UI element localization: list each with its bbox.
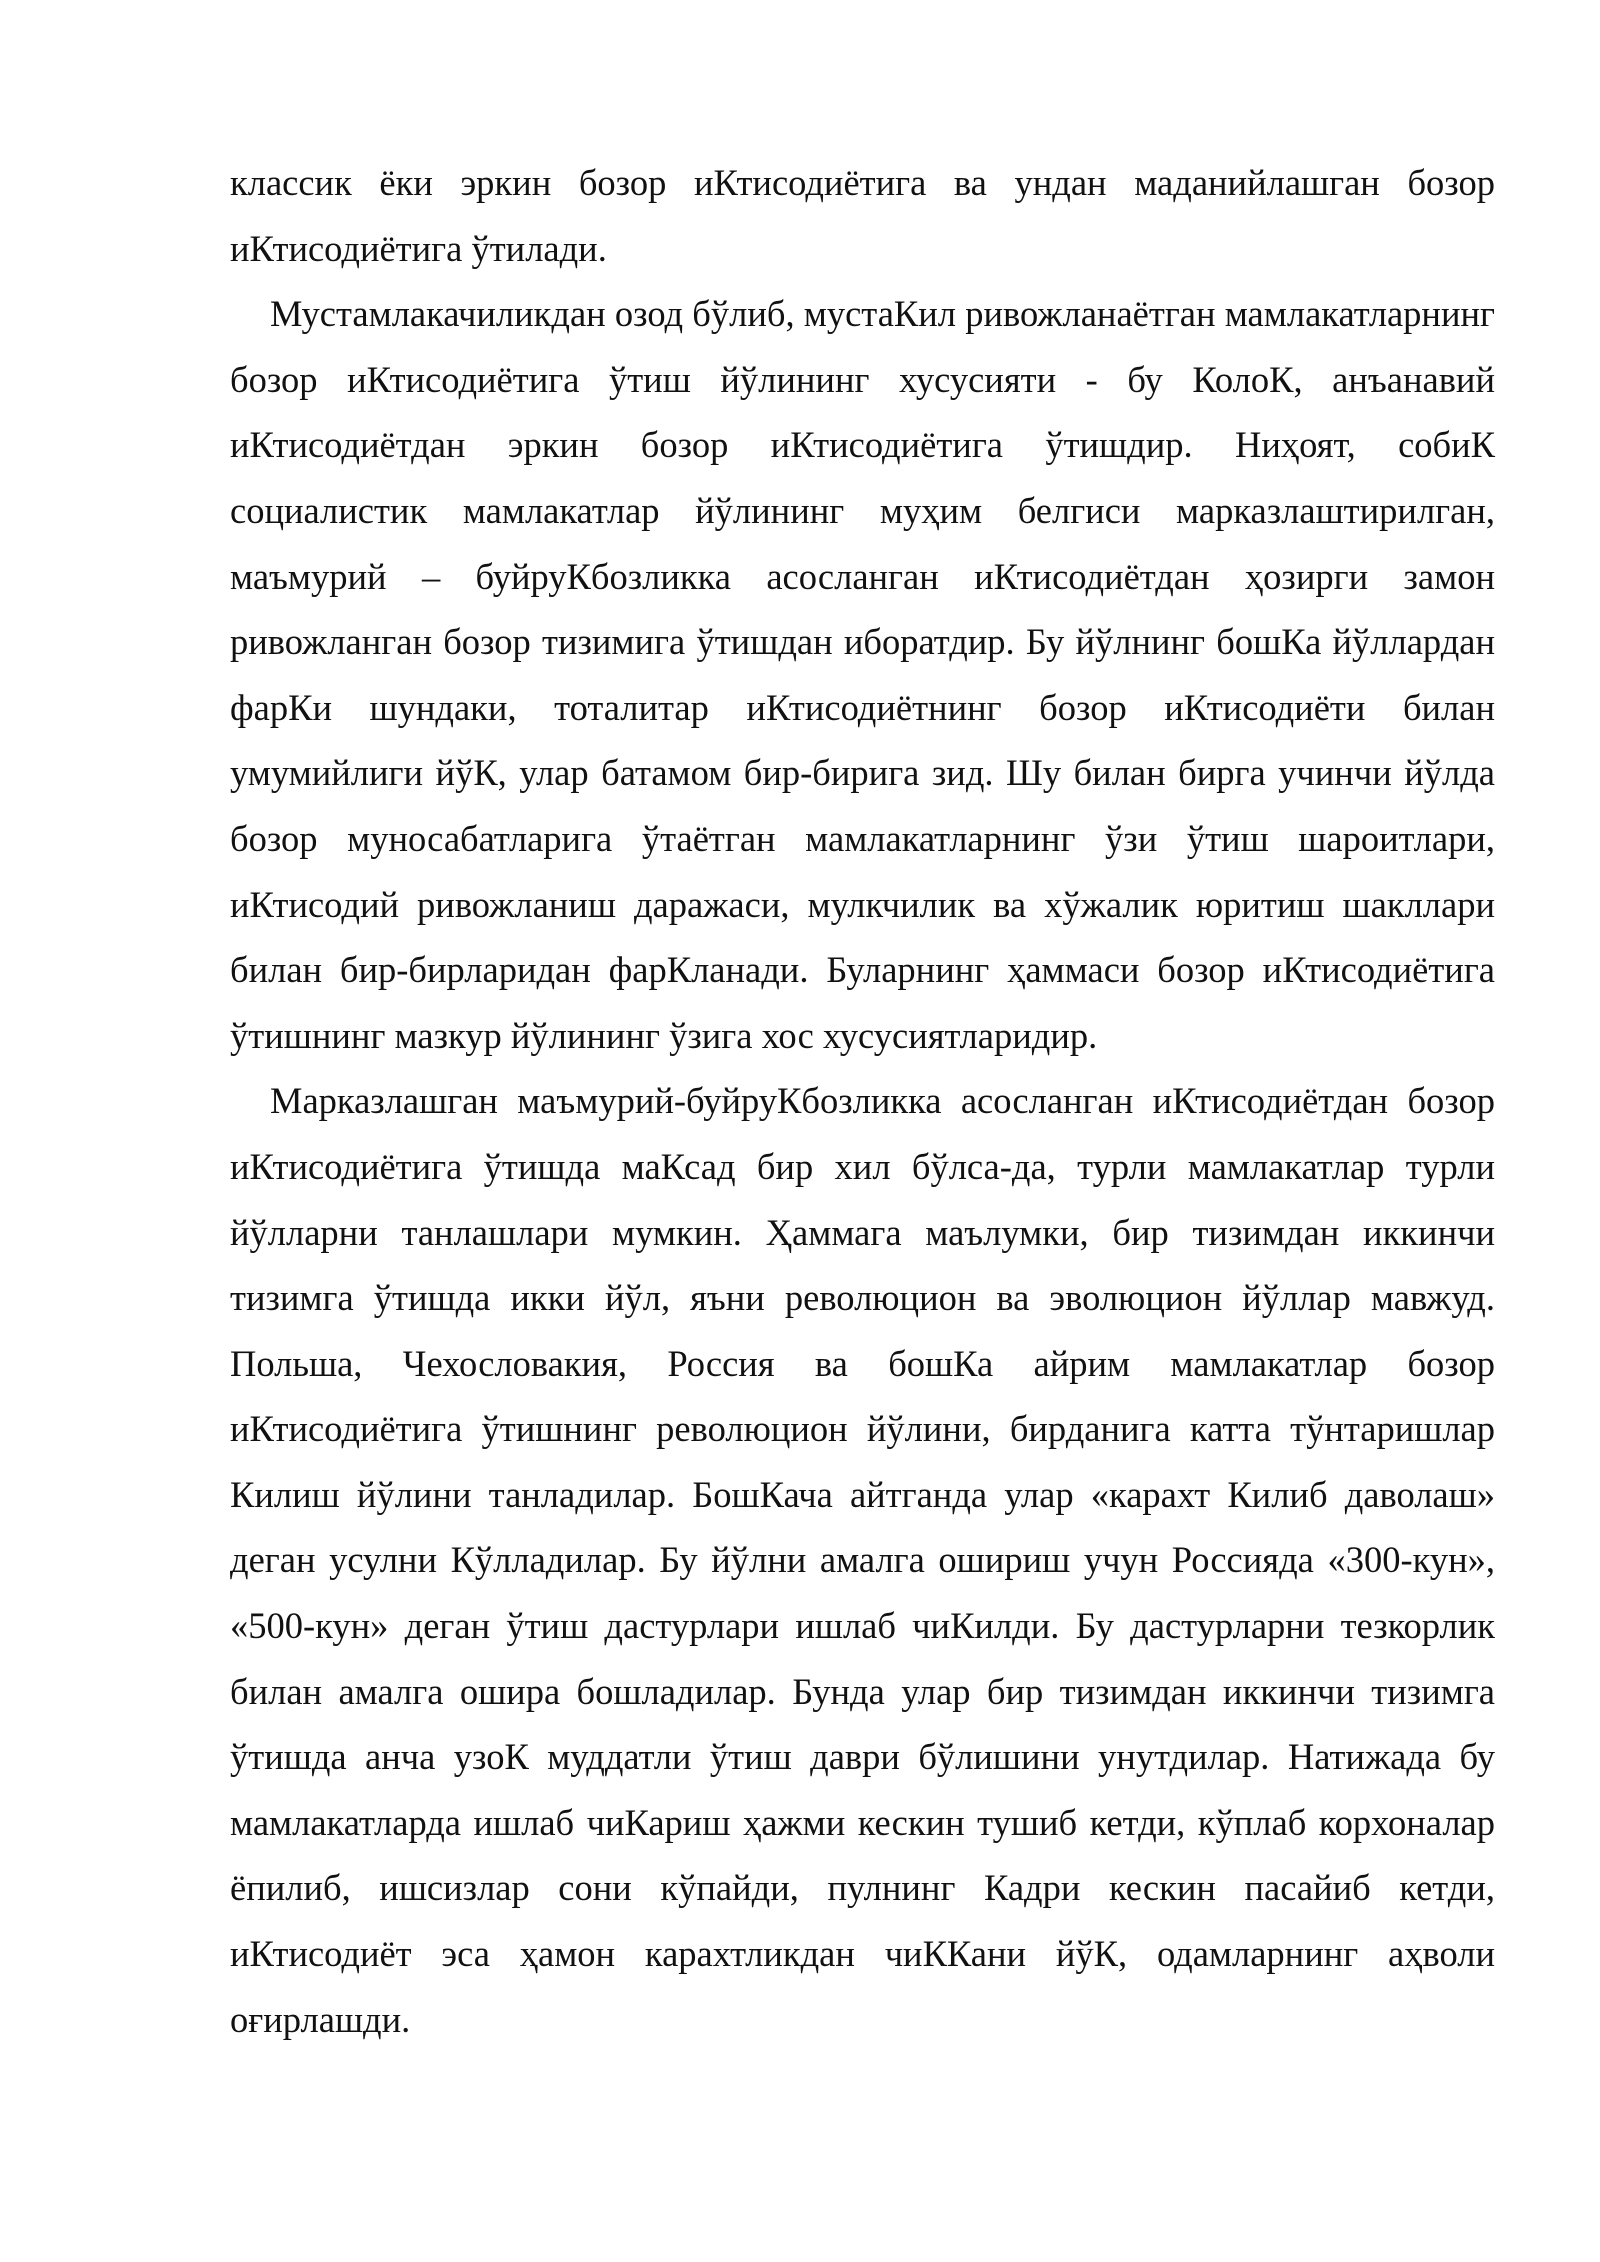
- paragraph-1: классик ёки эркин бозор иКтисодиётига ва ундан маданийлашган бозор иКтисодиётига ўтилади.: [230, 162, 1495, 269]
- paragraph-2: Мустамлакачиликдан озод бўлиб, мустаКил ривожланаётган мамлакатларнинг бозор иКтисодиётига ўтиш йўлининг хусусияти - бу КолоК, анъанавий иКтисодиётдан эркин бозор иКтисодиётига ўтишдир. Ниҳоят, собиК социалистик мамлакатлар йўлининг муҳим белгиси марказлаштирилган, маъмурий – буйруКбозликка асосланган иКтисодиётдан ҳозирги замон ривожланган бозор тизимига ўтишдан иборатдир. Бу йўлнинг бошКа йўллардан фарКи шундаки, тоталитар иКтисодиётнинг бозор иКтисодиёти билан умумийлиги йўК, улар батамом бир-бирига зид. Шу билан бирга учинчи йўлда бозор муносабатларига ўтаётган мамлакатларнинг ўзи ўтиш шароитлари, иКтисодий ривожланиш даражаси, мулкчилик ва хўжалик юритиш шакллари билан бир-бирларидан фарКланади. Буларнинг ҳаммаси бозор иКтисодиётига ўтишнинг мазкур йўлининг ўзига хос хусусиятларидир.: [230, 293, 1495, 1056]
- document-body: [230, 150, 1495, 2052]
- paragraph-3: Марказлашган маъмурий-буйруКбозликка асосланган иКтисодиётдан бозор иКтисодиётига ўтишда маКсад бир хил бўлса-да, турли мамлакатлар турли йўлларни танлашлари мумкин. Ҳаммага маълумки, бир тизимдан иккинчи тизимга ўтишда икки йўл, яъни революцион ва эволюцион йўллар мавжуд. Польша, Чехословакия, Россия ва бошКа айрим мамлакатлар бозор иКтисодиётига ўтишнинг революцион йўлини, бирданига катта тўнтаришлар Килиш йўлини танладилар. БошКача айтганда улар «карахт Килиб даволаш» деган усулни Кўлладилар. Бу йўлни амалга ошириш учун Россияда «300-кун», «500-кун» деган ўтиш дастурлари ишлаб чиКилди. Бу дастурларни тезкорлик билан амалга ошира бошладилар. Бунда улар бир тизимдан иккинчи тизимга ўтишда анча узоК муддатли ўтиш даври бўлишини унутдилар. Натижада бу мамлакатларда ишлаб чиКариш ҳажми кескин тушиб кетди, кўплаб корхоналар ёпилиб, ишсизлар сони кўпайди, пулнинг Кадри кескин пасайиб кетди, иКтисодиёт эса ҳамон карахтликдан чиККани йўК, одамларнинг аҳволи оғирлашди.: [230, 1080, 1495, 2040]
